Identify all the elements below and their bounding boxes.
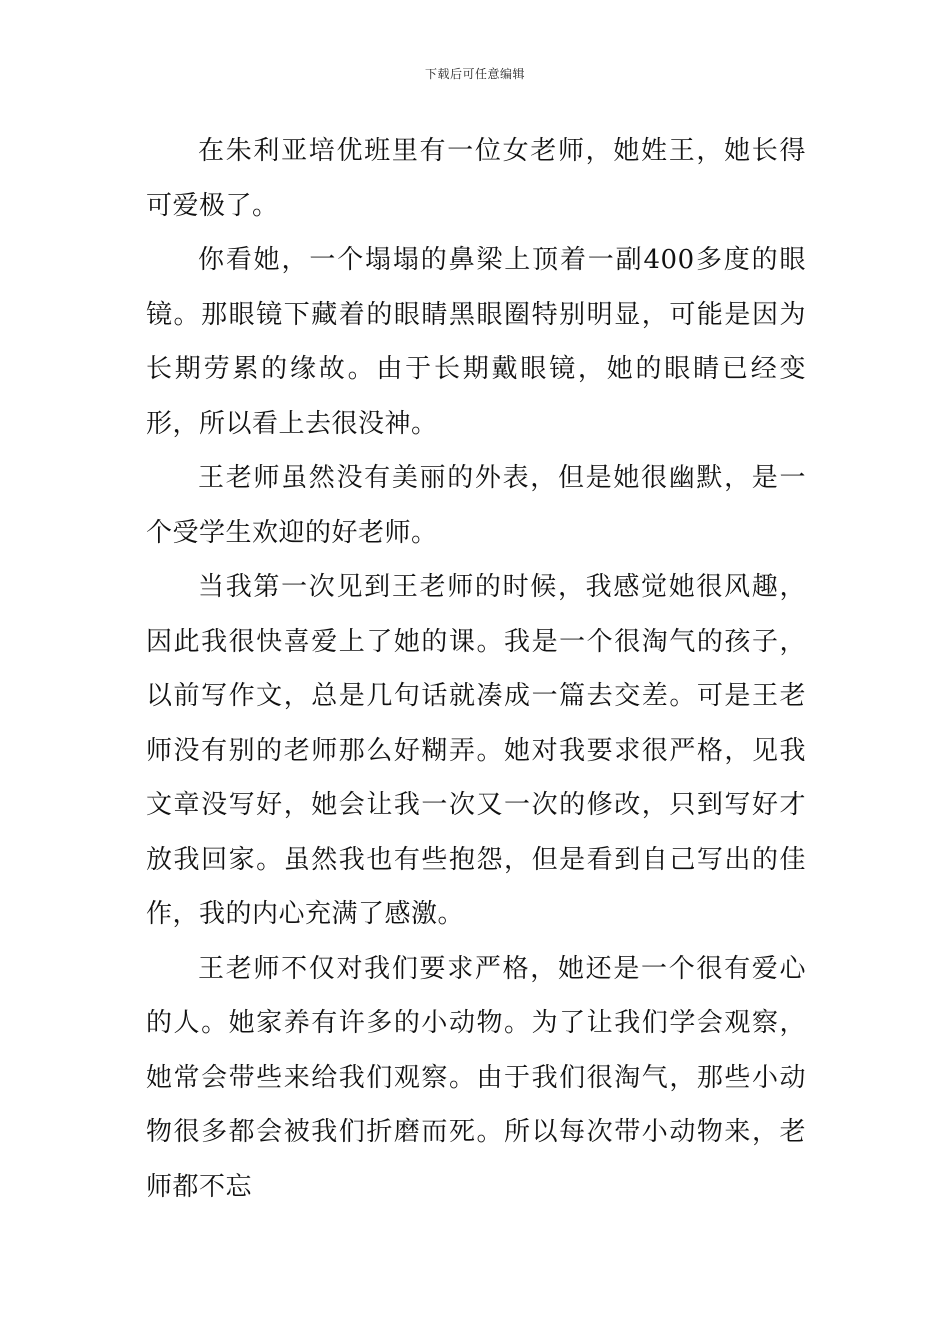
paragraph: 当我第一次见到王老师的时候，我感觉她很风趣，因此我很快喜爱上了她的课。我是一个很淘气的孩子，以前写作文，总是几句话就凑成一篇去交差。可是王老师没有别的老师那么好糊弄。她对我要求很严格，见我文章没写好，她会让我一次又一次的修改，只到写好才放我回家。虽然我也有些抱怨，但是看到自己写出的佳作，我的内心充满了感激。 bbox=[146, 572, 806, 929]
header-note: 下载后可任意编辑 bbox=[424, 67, 525, 81]
paragraph: 王老师虽然没有美丽的外表，但是她很幽默，是一个受学生欢迎的好老师。 bbox=[146, 463, 806, 548]
body-text bbox=[146, 124, 806, 1214]
paragraph: 在朱利亚培优班里有一位女老师，她姓王，她长得可爱极了。 bbox=[146, 136, 806, 221]
paragraph: 你看她，一个塌塌的鼻梁上顶着一副400多度的眼镜。那眼镜下藏着的眼睛黑眼圈特别明显，可能是因为长期劳累的缘故。由于长期戴眼镜，她的眼睛已经变形，所以看上去很没神。 bbox=[146, 245, 806, 439]
paragraph: 王老师不仅对我们要求严格，她还是一个很有爱心的人。她家养有许多的小动物。为了让我们学会观察，她常会带些来给我们观察。由于我们很淘气，那些小动物很多都会被我们折磨而死。所以每次带小动物来，老师都不忘 bbox=[146, 953, 806, 1202]
